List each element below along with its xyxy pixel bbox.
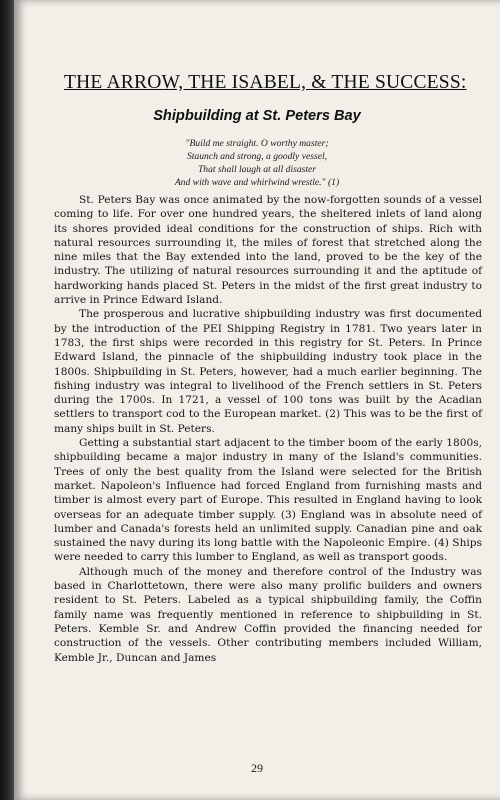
section-title: Shipbuilding at St. Peters Bay bbox=[153, 108, 361, 124]
body-paragraph: Although much of the money and therefore control of the Industry was based in Charlottetown, there were also many prolific builders and owners resident to St. Peters. Labeled as a typical shipbuilding family, the Coffin family name was frequently mentioned in reference to shipbuilding in St. Peters. Kemble Sr. and Andrew Coffin provided the financing needed for construction of the vessels. Other contributing members included William, Kemble Jr., Duncan and James bbox=[54, 565, 482, 664]
chapter-title: THE ARROW, THE ISABEL, & THE SUCCESS: bbox=[64, 72, 467, 93]
epigraph-line: Staunch and strong, a goodly vessel, bbox=[186, 151, 328, 162]
body-paragraph: St. Peters Bay was once animated by the now-forgotten sounds of a vessel coming to life. For over one hundred years, the sheltered inlets of land along its shores provided ideal conditions for the construction of ships. Rich with natural resources surrounding it, the miles of forest that stretched along the nine miles that the Bay extended into the land, proved to be the key of the industry. The utilizing of natural resources surrounding it and the aptitude of hardworking hands placed St. Peters in the midst of the first great industry to arrive in Prince Edward Island. bbox=[54, 194, 482, 307]
body-paragraph: Getting a substantial start adjacent to the timber boom of the early 1800s, shipbuilding became a major industry in many of the Island's communities. Trees of only the best quality from the Island were selected for the British market. Napoleon's Influence had forced England from furnishing masts and timber is almost every part of Europe. This resulted in England having to look overseas for an adequate timber supply. (3) England was in absolute need of lumber and Canada's forests held an unlimited supply. Canadian pine and oak sustained the navy during its long battle with the Napoleonic Empire. (4) Ships were needed to carry this lumber to England, as well as transport goods. bbox=[54, 437, 482, 564]
epigraph-line: "Build me straight. O worthy master; bbox=[185, 138, 329, 149]
epigraph-poem bbox=[14, 137, 500, 189]
page-number: 29 bbox=[251, 761, 263, 775]
body-text bbox=[54, 193, 482, 665]
epigraph-line: That shall laugh at all disaster bbox=[197, 164, 317, 175]
body-paragraph: The prosperous and lucrative shipbuilding industry was first documented by the introduction of the PEI Shipping Registry in 1781. Two years later in 1783, the first ships were recorded in this registry for St. Peters. In Prince Edward Island, the pinnacle of the shipbuilding industry took place in the 1800s. Shipbuilding in St. Peters, however, had a much earlier beginning. The fishing industry was integral to livelihood of the French settlers in St. Peters during the 1700s. In 1721, a vessel of 100 tons was built by the Acadian settlers to transport cod to the European market. (2) This was to be the first of many ships built in St. Peters. bbox=[54, 308, 482, 435]
epigraph-line: And with wave and whirlwind wrestle." (1) bbox=[174, 177, 340, 188]
book-gutter-edge bbox=[0, 0, 14, 800]
book-page bbox=[14, 0, 500, 800]
